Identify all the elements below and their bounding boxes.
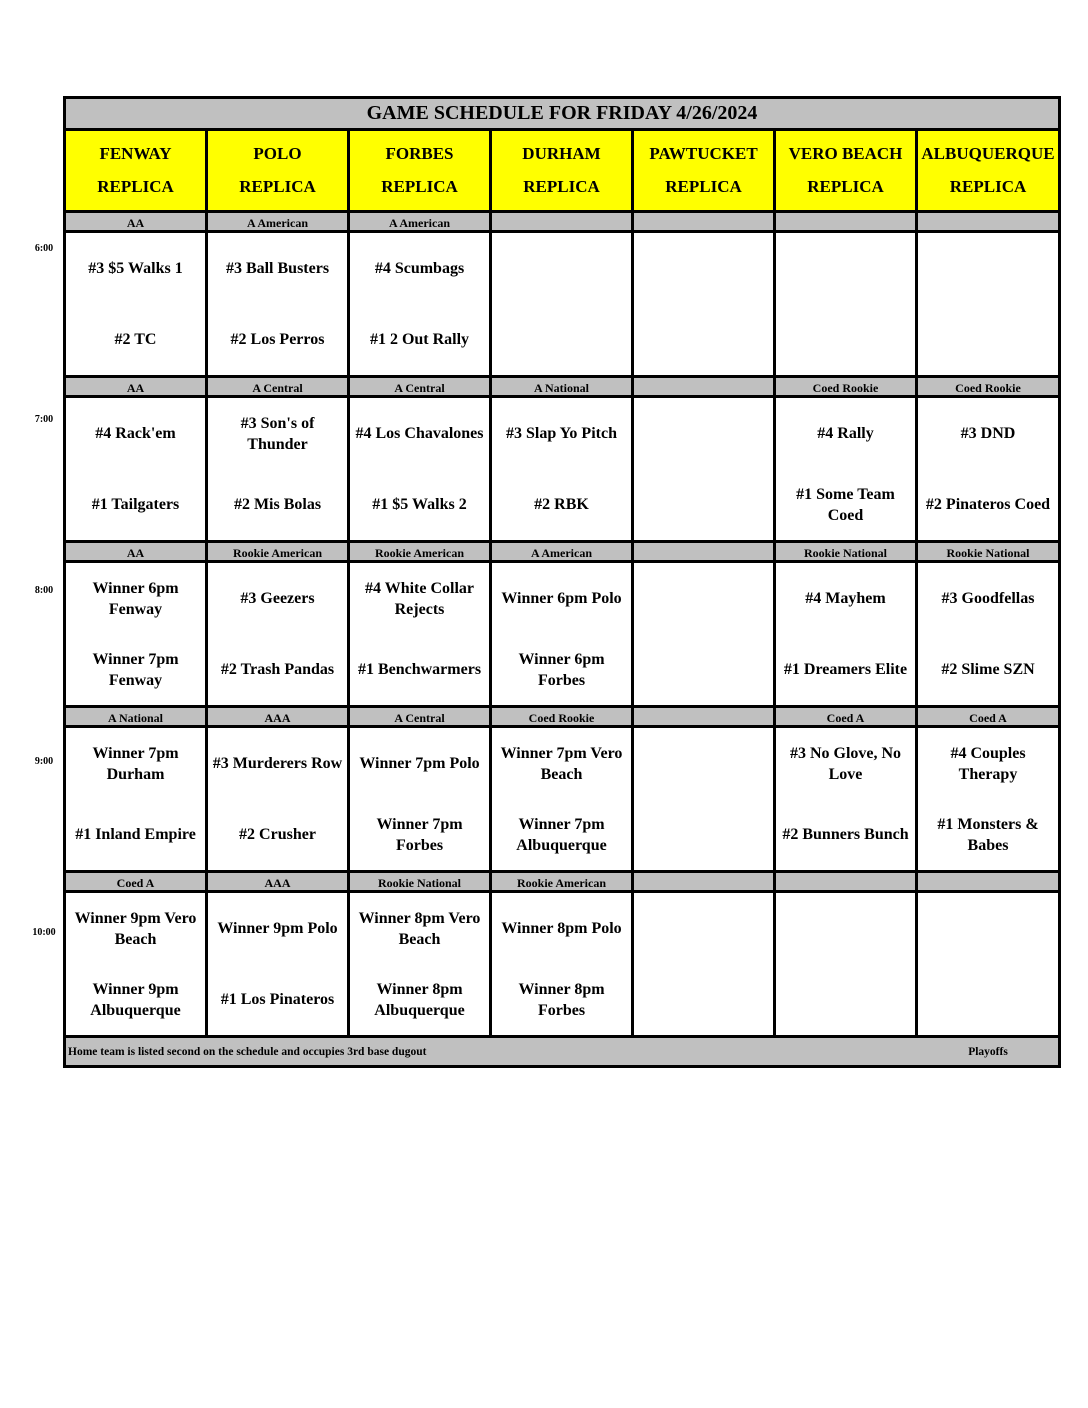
home-team [634, 799, 773, 870]
division-label: A American [350, 213, 492, 230]
away-team: #3 DND [960, 425, 1016, 442]
division-label: Coed A [776, 708, 918, 725]
away-team: Winner 7pm Vero Beach [500, 744, 623, 783]
home-team: #1 Dreamers Elite [783, 661, 908, 678]
division-label [776, 873, 918, 890]
division-label: AAA [208, 708, 350, 725]
division-label: Rookie National [350, 873, 492, 890]
games-row [66, 398, 1058, 543]
home-team: #2 Los Perros [230, 331, 325, 348]
game-cell [776, 398, 918, 540]
away-team: #4 Mayhem [805, 590, 886, 607]
schedule-table [63, 96, 1061, 1068]
away-team: Winner 9pm Polo [217, 920, 338, 937]
game-cell [208, 563, 350, 705]
games-row [66, 728, 1058, 873]
division-label: A Central [350, 708, 492, 725]
home-team: #1 Benchwarmers [357, 661, 482, 678]
division-label: A Central [350, 378, 492, 395]
game-cell [918, 893, 1058, 1035]
division-label [634, 543, 776, 560]
home-team: #2 Bunners Bunch [782, 826, 909, 843]
away-team: #4 Los Chavalones [355, 425, 484, 442]
division-label: Rookie National [946, 546, 1030, 560]
game-cell [66, 398, 208, 540]
field-header [350, 131, 492, 210]
away-team: #4 White Collar Rejects [364, 579, 475, 618]
away-team [634, 233, 773, 304]
away-team: Winner 8pm Polo [501, 920, 622, 937]
game-cell [492, 728, 634, 870]
game-cell [918, 233, 1058, 375]
games-row [66, 563, 1058, 708]
division-row [66, 873, 1058, 893]
field-name: PAWTUCKET [649, 143, 758, 163]
home-team: #2 Slime SZN [941, 661, 1035, 678]
game-cell [208, 728, 350, 870]
division-row [66, 708, 1058, 728]
away-team: #4 Couples Therapy [950, 744, 1026, 783]
division-row [66, 213, 1058, 233]
division-row [66, 378, 1058, 398]
game-cell [66, 728, 208, 870]
game-cell [634, 563, 776, 705]
division-label: AAA [208, 873, 350, 890]
home-team: #1 Monsters & Babes [937, 815, 1039, 854]
field-subtitle: REPLICA [381, 177, 458, 197]
time-slot-label: 9:00 [34, 756, 54, 767]
home-team [634, 469, 773, 540]
away-team: #3 Ball Busters [225, 260, 330, 277]
game-cell [492, 893, 634, 1035]
home-team: #1 $5 Walks 2 [372, 496, 467, 513]
away-team: #4 Rack'em [95, 425, 176, 442]
away-team [776, 233, 915, 304]
division-label: AA [66, 378, 208, 395]
game-cell [918, 398, 1058, 540]
away-team: #3 Slap Yo Pitch [506, 425, 617, 442]
field-header [918, 131, 1058, 210]
division-label: Coed Rookie [955, 381, 1021, 395]
division-label: Rookie National [776, 543, 918, 560]
game-cell [918, 728, 1058, 870]
field-header [634, 131, 776, 210]
home-team: Winner 7pm Fenway [92, 650, 179, 689]
field-subtitle: REPLICA [239, 177, 316, 197]
home-team [634, 634, 773, 705]
away-team [776, 893, 915, 964]
away-team: #3 Geezers [240, 590, 315, 607]
home-team [918, 964, 1058, 1035]
field-name: DURHAM [522, 143, 601, 163]
division-label [634, 873, 776, 890]
game-cell [634, 893, 776, 1035]
schedule-footer [66, 1038, 1058, 1065]
time-slot-label: 7:00 [34, 414, 54, 425]
away-team [918, 893, 1058, 964]
home-team: #1 Some Team Coed [796, 485, 895, 524]
home-team: #2 TC [114, 331, 157, 348]
field-header [66, 131, 208, 210]
home-team: #1 Tailgaters [91, 496, 180, 513]
division-label: Coed Rookie [492, 708, 634, 725]
away-team [918, 233, 1058, 304]
home-team: Winner 7pm Albuquerque [516, 815, 607, 854]
game-cell [350, 893, 492, 1035]
field-name: FENWAY [99, 143, 172, 163]
game-cell [776, 563, 918, 705]
home-team: #1 Inland Empire [75, 826, 196, 843]
away-team: #3 Son's of Thunder [240, 414, 315, 453]
away-team: Winner 9pm Vero Beach [74, 909, 197, 948]
games-row [66, 893, 1058, 1038]
field-subtitle: REPLICA [949, 177, 1027, 197]
division-label [776, 213, 918, 230]
footer-note: Home team is listed second on the schedule and occupies 3rd base dugout [68, 1045, 427, 1058]
field-header [776, 131, 918, 210]
schedule-title: GAME SCHEDULE FOR FRIDAY 4/26/2024 [66, 99, 1058, 131]
home-team: Winner 6pm Forbes [518, 650, 605, 689]
time-slot-label: 8:00 [34, 585, 54, 596]
home-team: #2 Pinateros Coed [925, 496, 1051, 513]
division-label: Rookie American [208, 543, 350, 560]
field-name: FORBES [385, 143, 454, 163]
game-cell [350, 398, 492, 540]
home-team: #2 Crusher [239, 826, 316, 843]
field-subtitle: REPLICA [523, 177, 600, 197]
division-label [492, 213, 634, 230]
game-cell [66, 893, 208, 1035]
away-team [634, 728, 773, 799]
game-cell [66, 563, 208, 705]
home-team [776, 304, 915, 375]
division-label: Coed Rookie [776, 378, 918, 395]
away-team: #4 Rally [817, 425, 874, 442]
division-label: A American [208, 213, 350, 230]
division-label: Coed A [66, 873, 208, 890]
game-cell [634, 398, 776, 540]
division-label: Rookie American [350, 543, 492, 560]
away-team: Winner 7pm Polo [359, 755, 480, 772]
away-team [634, 893, 773, 964]
time-slot-label: 10:00 [32, 927, 56, 938]
home-team [634, 304, 773, 375]
game-cell [776, 893, 918, 1035]
game-cell [350, 233, 492, 375]
home-team [918, 304, 1058, 375]
away-team: #3 Goodfellas [941, 590, 1035, 607]
game-cell [492, 398, 634, 540]
game-cell [208, 233, 350, 375]
home-team: #2 Trash Pandas [220, 661, 335, 678]
away-team: #3 Murderers Row [212, 755, 343, 772]
game-cell [208, 893, 350, 1035]
home-team: #2 RBK [534, 496, 589, 513]
field-name: VERO BEACH [788, 143, 903, 163]
division-label [918, 213, 1058, 230]
home-team: Winner 7pm Forbes [376, 815, 463, 854]
home-team [634, 964, 773, 1035]
division-label: A American [492, 543, 634, 560]
field-subtitle: REPLICA [807, 177, 884, 197]
game-cell [350, 728, 492, 870]
game-cell [66, 233, 208, 375]
division-label: AA [66, 213, 208, 230]
away-team: #4 Scumbags [374, 260, 465, 277]
division-label [634, 708, 776, 725]
away-team: #3 $5 Walks 1 [88, 260, 183, 277]
field-header [208, 131, 350, 210]
game-cell [918, 563, 1058, 705]
game-cell [776, 233, 918, 375]
game-cell [776, 728, 918, 870]
home-team [492, 304, 631, 375]
away-team [634, 563, 773, 634]
home-team: Winner 8pm Forbes [518, 980, 605, 1019]
field-name: ALBUQUERQUE [921, 143, 1055, 163]
away-team: Winner 6pm Fenway [92, 579, 179, 618]
field-name: POLO [253, 143, 302, 163]
home-team [776, 964, 915, 1035]
field-header-row [66, 131, 1058, 213]
game-cell [350, 563, 492, 705]
home-team: #2 Mis Bolas [233, 496, 322, 513]
away-team [492, 233, 631, 304]
division-label: A Central [208, 378, 350, 395]
division-label [918, 873, 1058, 890]
home-team: Winner 8pm Albuquerque [374, 980, 465, 1019]
division-row [66, 543, 1058, 563]
division-label: A National [66, 708, 208, 725]
field-subtitle: REPLICA [665, 177, 742, 197]
field-header [492, 131, 634, 210]
away-team: Winner 8pm Vero Beach [358, 909, 481, 948]
field-subtitle: REPLICA [97, 177, 174, 197]
time-slot-label: 6:00 [34, 243, 54, 254]
game-cell [634, 233, 776, 375]
game-cell [634, 728, 776, 870]
away-team: #3 No Glove, No Love [789, 744, 902, 783]
away-team [634, 398, 773, 469]
division-label [634, 213, 776, 230]
away-team: Winner 6pm Polo [501, 590, 622, 607]
division-label: A National [492, 378, 634, 395]
game-cell [492, 563, 634, 705]
games-row [66, 233, 1058, 378]
home-team: #1 Los Pinateros [220, 991, 335, 1008]
division-label: Coed A [969, 711, 1007, 725]
away-team: Winner 7pm Durham [92, 744, 179, 783]
playoffs-label: Playoffs [968, 1045, 1008, 1058]
division-label: AA [66, 543, 208, 560]
division-label: Rookie American [492, 873, 634, 890]
home-team: Winner 9pm Albuquerque [90, 980, 181, 1019]
game-cell [492, 233, 634, 375]
home-team: #1 2 Out Rally [369, 331, 470, 348]
division-label [634, 378, 776, 395]
game-cell [208, 398, 350, 540]
